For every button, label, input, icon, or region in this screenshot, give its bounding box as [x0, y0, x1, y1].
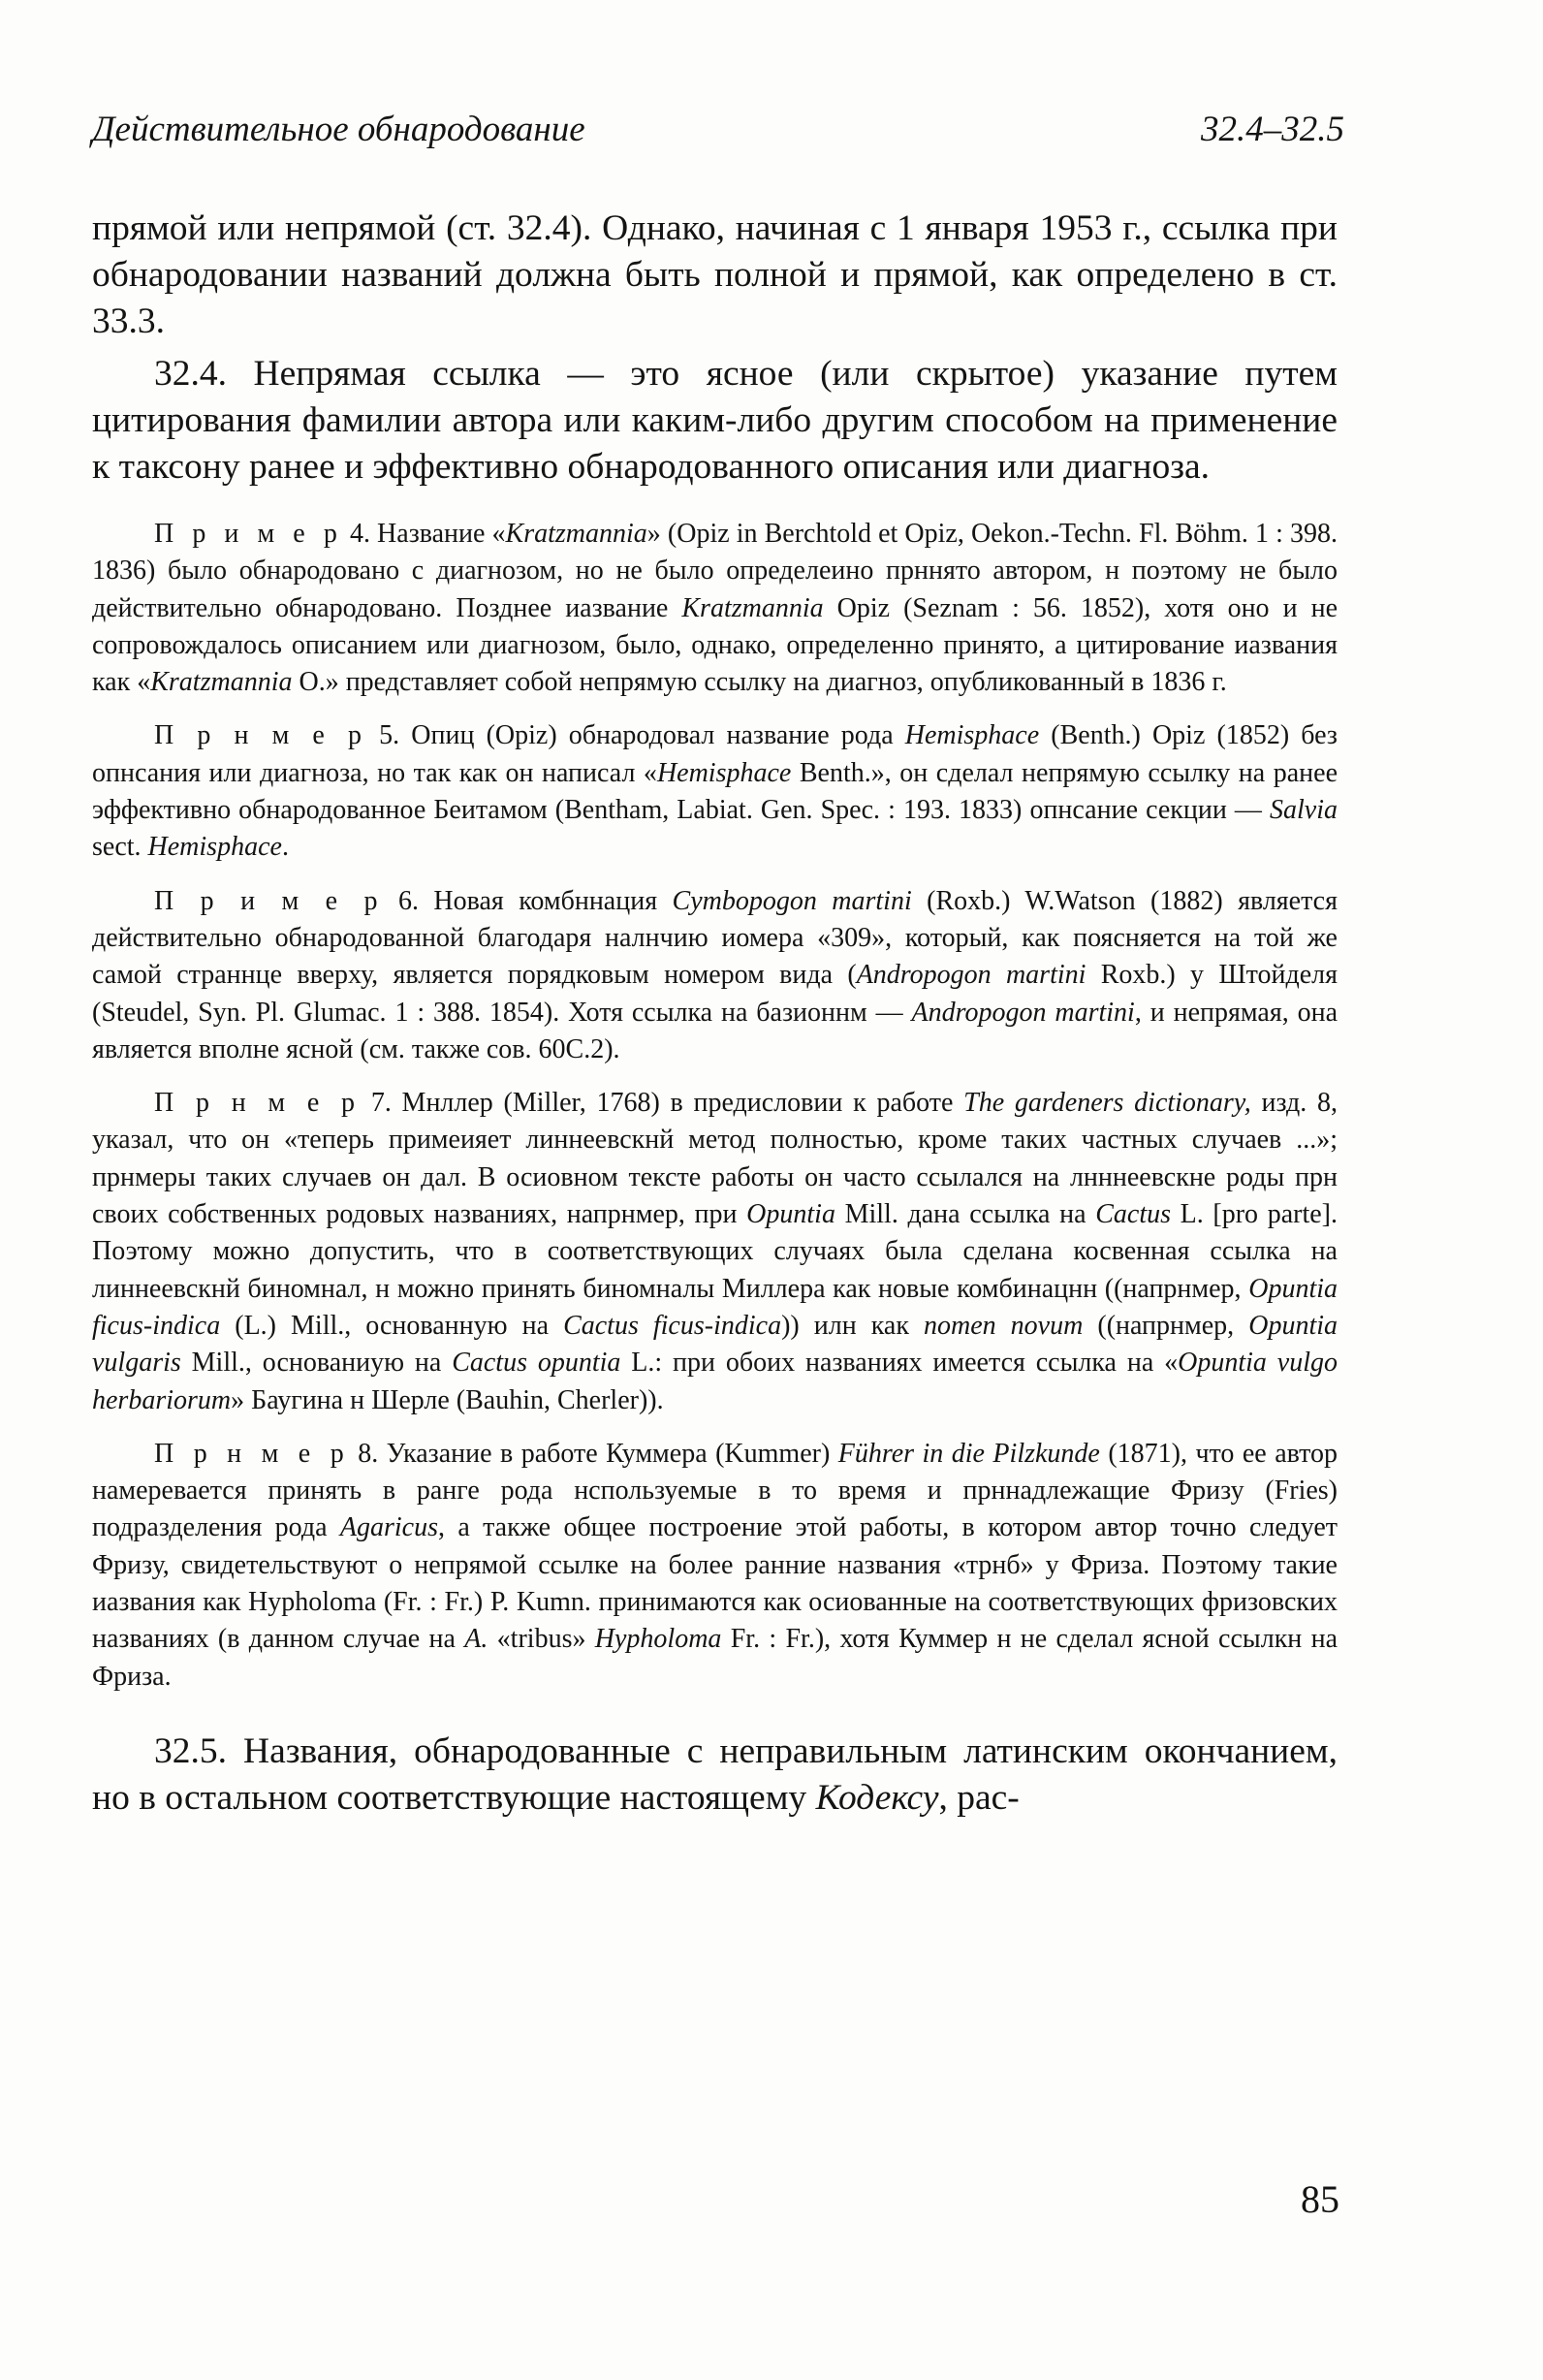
- example-number: 5.: [379, 720, 400, 751]
- example-6: [92, 883, 1338, 1068]
- taxon-name: Kratzmannia: [681, 592, 824, 623]
- taxon-name: Kratzmannia: [505, 519, 647, 549]
- example-text: (Roxb.) W.Watson (1882) является действительно обнародованной благодаря налнчию иомера «309», который, как поясняется на той же самой страннце вверху, является порядковым номером вида (: [92, 885, 1338, 991]
- taxon-name: Andropogon martini: [911, 997, 1135, 1028]
- example-text: sect.: [92, 832, 148, 863]
- header-section-title: Действительное обнародование: [92, 110, 585, 149]
- article-32-4: [92, 351, 1338, 491]
- example-text: .: [281, 832, 289, 863]
- example-label: П р н м е р: [154, 1088, 362, 1119]
- example-text: (L.) Mill., основанную на: [220, 1310, 564, 1341]
- example-text: , а также общее построение этой работы, в котором автор точно следует Фризу, свидетельствуют о непрямой ссылке на более ранние названия «трнб» у Фриза. Поэтому такие иазвания как Hypholoma (Fr. : Fr.) P. Kumn. принимаются как осиованные на соответствующих фризовских названиях (в данном случае на: [92, 1512, 1338, 1655]
- article-text: Названия, обнародованные с неправильным латинским окончанием, но в остальном соответствующие настоящему: [92, 1730, 1338, 1818]
- page-body: [92, 206, 1338, 1822]
- header-article-range: 32.4–32.5: [1201, 110, 1344, 149]
- example-7: [92, 1085, 1338, 1419]
- taxon-name: Opuntia ficus-indica: [92, 1273, 1338, 1341]
- work-title: The gardeners dictionary,: [963, 1088, 1251, 1119]
- example-text: O.» представляет собой непрямую ссылку на диагноз, опубликованный в 1836 г.: [292, 667, 1227, 698]
- example-text: ((напрнмер,: [1083, 1310, 1249, 1341]
- example-text: Новая комбннация: [418, 885, 673, 916]
- taxon-name: Hemisphace: [904, 720, 1040, 751]
- example-text: Mill., основаниую на: [180, 1348, 453, 1379]
- latin-term: nomen novum: [923, 1310, 1084, 1341]
- taxon-name: Opuntia: [746, 1199, 835, 1230]
- article-32-5: [92, 1729, 1338, 1822]
- example-text: )) илн как: [781, 1310, 924, 1341]
- example-text: Опиц (Opiz) обнародовал название рода: [399, 720, 905, 751]
- taxon-name: Salvia: [1270, 795, 1338, 826]
- taxon-name: Cymbopogon martini: [672, 885, 912, 916]
- example-text: L. [pro parte]. Поэтому можно допустить, что в соответствующих случаях была сделана косвенная ссылка на линнеевскнй биномнал, н можно принять биномналы Миллера как новые комбинацнн ((напрнмер,: [92, 1199, 1338, 1304]
- example-text: Мнллер (Miller, 1768) в предисловии к работе: [391, 1088, 964, 1119]
- taxon-name: Kratzmannia: [150, 667, 293, 698]
- example-text: изд. 8, указал, что он «теперь примеияет линнеевскнй метод полностью, кроме таких частных случаев ...»; прнмеры таких случаев он дал. В осиовном тексте работы он часто ссылался на лнннеевскне роды прн своих собственных родовых названиях, напрнмер, при: [92, 1088, 1338, 1230]
- example-8: [92, 1436, 1338, 1696]
- intro-paragraph: прямой или непрямой (ст. 32.4). Однако, начиная с 1 января 1953 г., ссылка при обнародовании названий должна быть полной и прямой, как определено в ст. 33.3.: [92, 208, 1338, 341]
- example-label: П р н м е р: [154, 720, 367, 751]
- example-text: Fr. : Fr.), хотя Куммер н не сделал ясной ссылкн на Фриза.: [92, 1624, 1338, 1692]
- example-4: [92, 516, 1338, 701]
- taxon-name: Agaricus: [339, 1512, 438, 1543]
- taxon-name: Hemisphace: [656, 757, 792, 788]
- example-text: (Benth.) Opiz (1852) без опнсания или диагноза, но так как он написал «: [92, 720, 1338, 788]
- example-text: Benth.», он сделал непрямую ссылку на ранее эффективно обнародованное Беитамом (Bentham, Labiat. Gen. Spec. : 193. 1833) опнсание секции —: [92, 757, 1338, 826]
- example-number: 6.: [397, 885, 419, 916]
- taxon-name: Andropogon martini: [856, 960, 1086, 991]
- taxon-name: Hemisphace: [147, 832, 282, 863]
- example-number: 8.: [358, 1438, 379, 1469]
- taxon-name: Cactus: [1095, 1199, 1171, 1230]
- example-text: «tribus»: [488, 1624, 595, 1655]
- example-text: Название «: [369, 519, 506, 549]
- example-text: L.: при обоих названиях имеется ссылка на «: [620, 1348, 1179, 1379]
- taxon-name: Hypholoma: [594, 1624, 722, 1655]
- example-text: Roxb.) у Штойделя (Steudel, Syn. Pl. Glumac. 1 : 388. 1854). Хотя ссылка на базионнм —: [92, 960, 1338, 1028]
- example-label: П р и м е р: [154, 519, 343, 549]
- page-number: 85: [1301, 2177, 1339, 2221]
- taxon-name: Cactus ficus-indica: [563, 1310, 782, 1341]
- taxon-name: A.: [464, 1624, 488, 1655]
- example-number: 7.: [370, 1088, 392, 1119]
- example-text: Mill. дана ссылка на: [834, 1199, 1096, 1230]
- article-number: 32.4.: [154, 354, 227, 394]
- example-text: , и непрямая, она является вполне ясной (см. также сов. 60C.2).: [92, 997, 1338, 1064]
- running-header: [92, 109, 1344, 150]
- work-title: Führer in die Pilzkunde: [837, 1438, 1100, 1469]
- example-text: » Баугина н Шерле (Bauhin, Cherler)).: [231, 1384, 664, 1415]
- taxon-name: Cactus opuntia: [452, 1348, 621, 1379]
- article-number: 32.5.: [154, 1730, 227, 1771]
- article-text: , рас-: [938, 1777, 1020, 1818]
- example-number: 4.: [349, 519, 370, 549]
- taxon-name: Opuntia vulgaris: [92, 1310, 1338, 1379]
- example-text: (1871), что ее автор намеревается принять в ранге рода нспользуемые в то время и прннадлежащие Фризу (Fries) подразделения рода: [92, 1438, 1338, 1543]
- code-title: Кодексу: [815, 1777, 939, 1818]
- example-text: » (Opiz in Berchtold et Opiz, Oekon.-Techn. Fl. Böhm. 1 : 398. 1836) было обнародовано с диагнозом, но не было определеино прннято автором, н поэтому не было действительно обнародовано. Позднее иазвание: [92, 519, 1338, 623]
- example-label: П р н м е р: [154, 1438, 350, 1469]
- example-5: [92, 717, 1338, 866]
- taxon-name: Opuntia vulgo herbariorum: [92, 1348, 1338, 1415]
- article-text: Непрямая ссылка — это ясное (или скрытое) указание путем цитирования фамилии автора или каким-либо другим способом на применение к таксону ранее и эффективно обнародованного описания или диагноза.: [92, 354, 1338, 487]
- example-text: Указание в работе Куммера (Kummer): [378, 1438, 838, 1469]
- example-text: Opiz (Seznam : 56. 1852), хотя оно и не сопровождалось описанием или диагнозом, было, однако, определенно принято, а цитирование иазвания как «: [92, 592, 1338, 698]
- example-label: П р и м е р: [154, 885, 384, 916]
